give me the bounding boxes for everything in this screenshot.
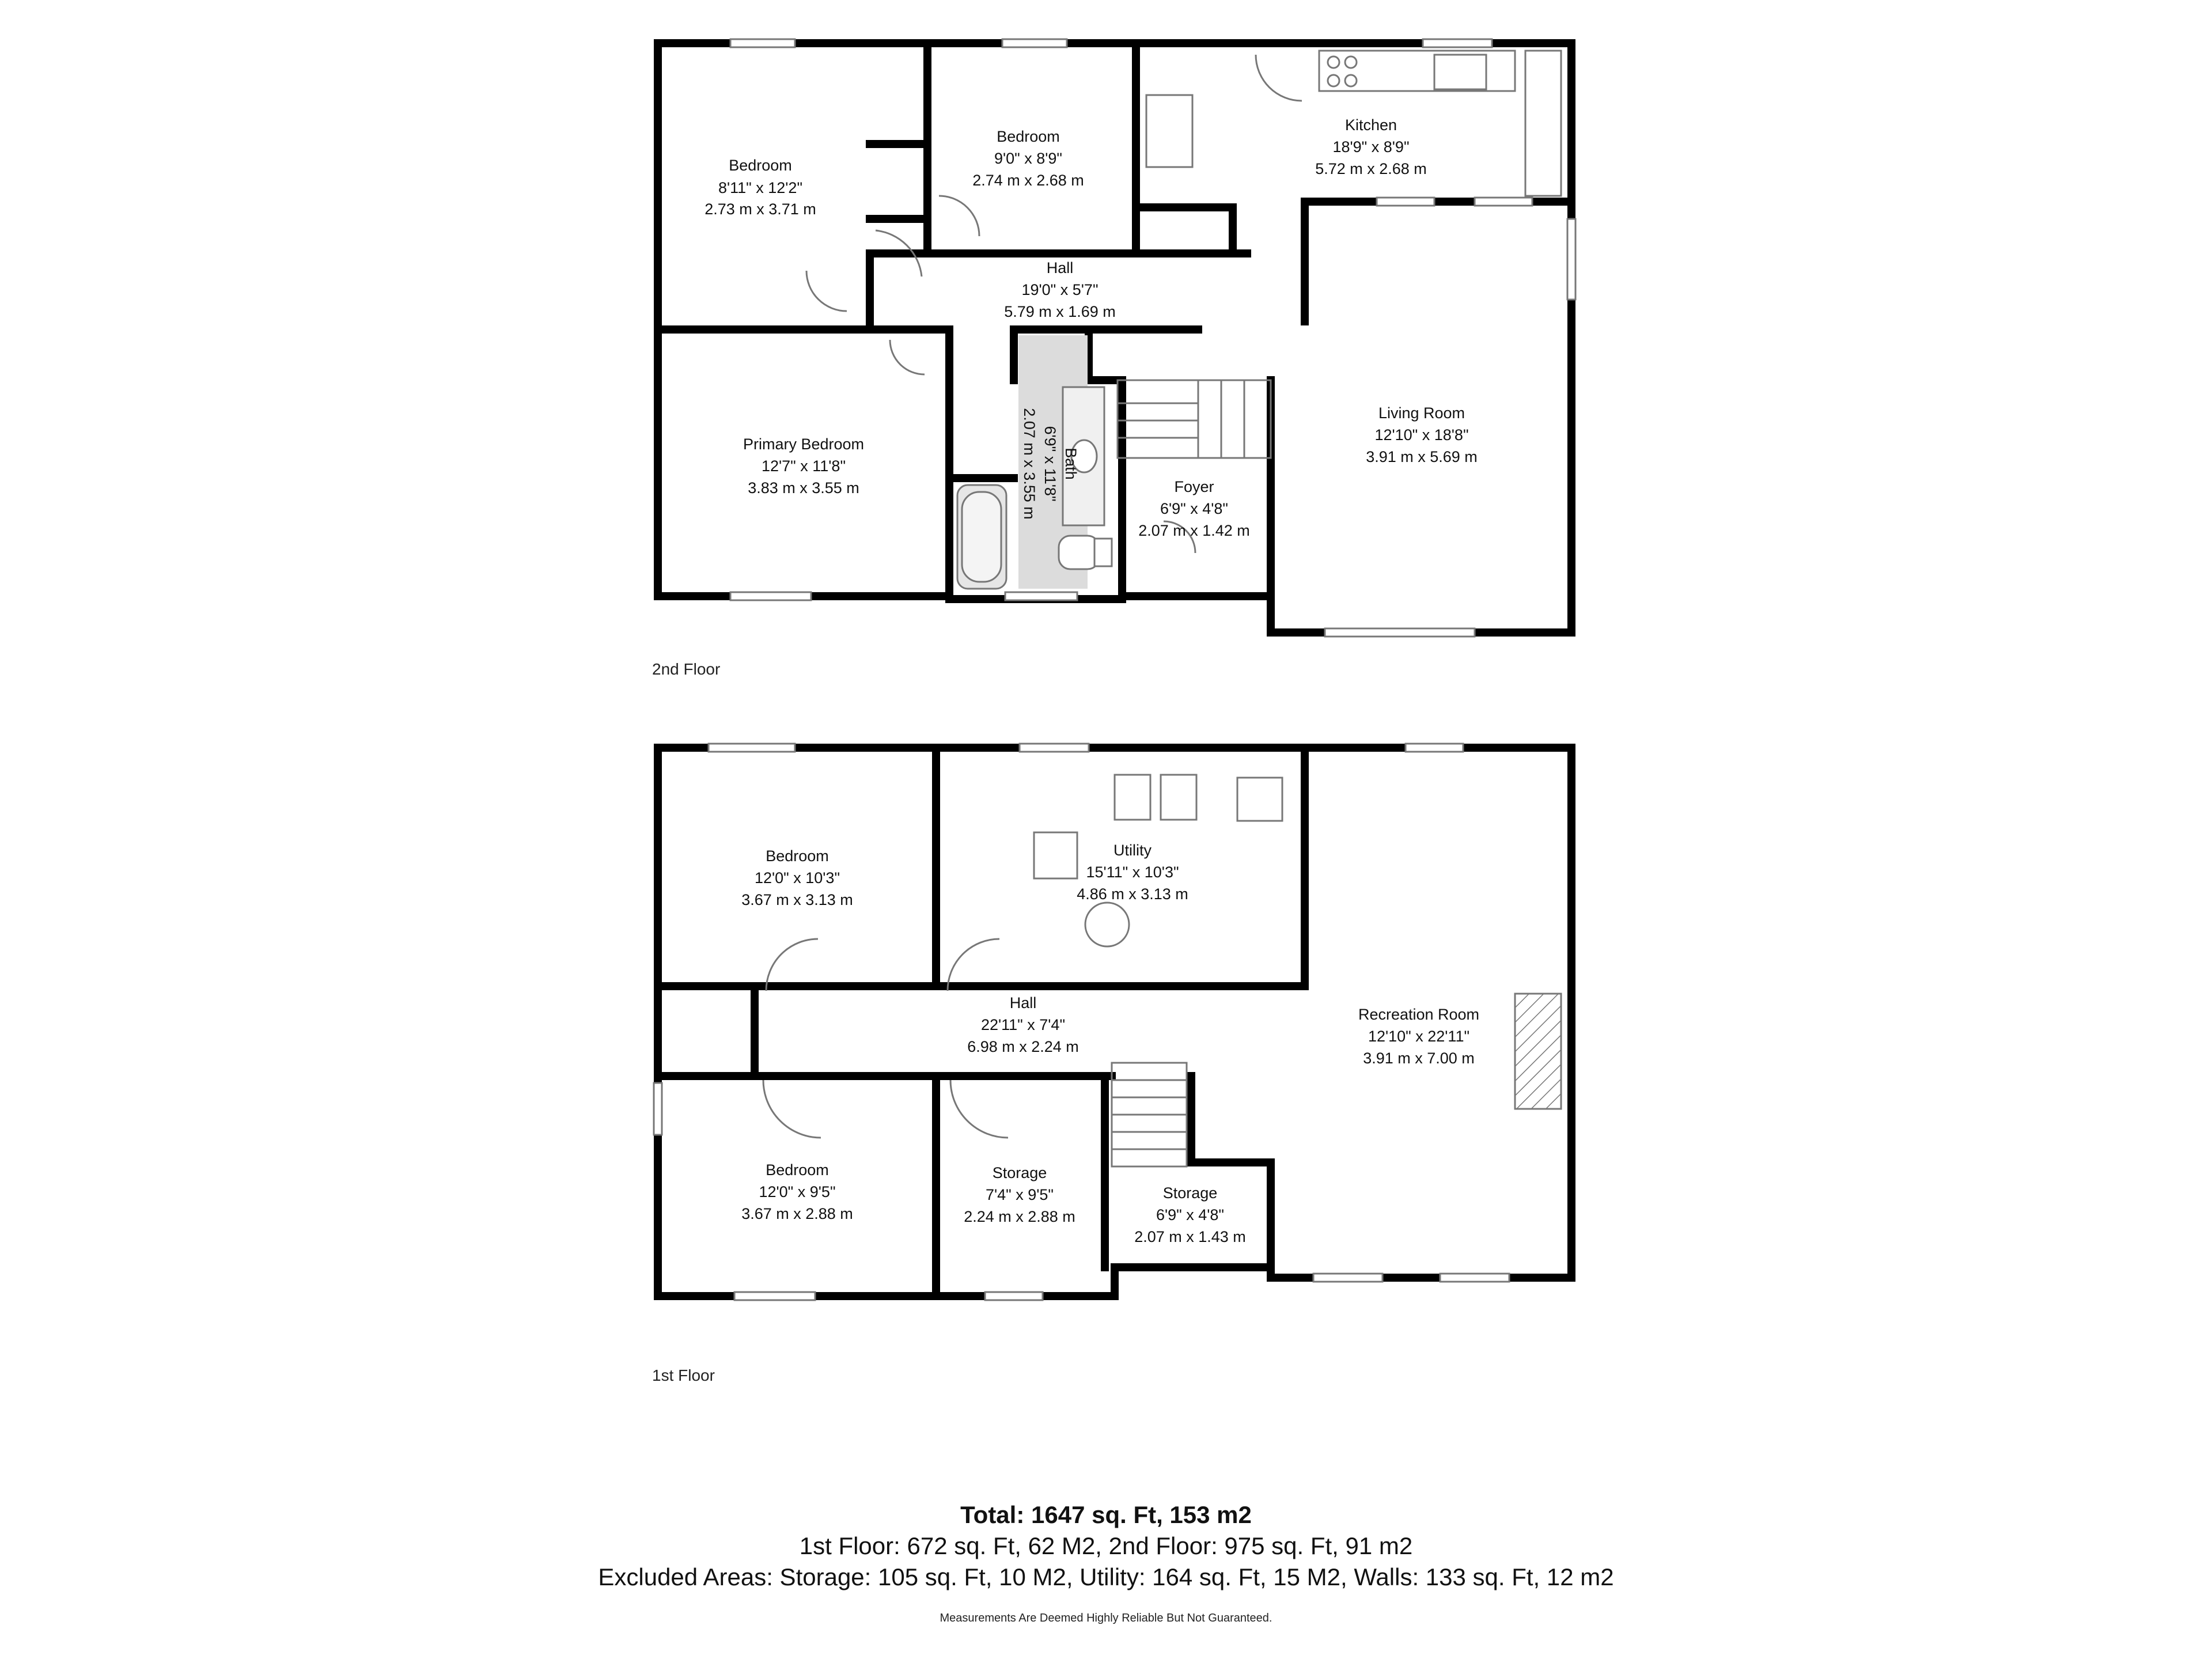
room-size-metric: 3.67 m x 3.13 m [741,891,853,908]
room-recreation-room [1358,1006,1479,1067]
door-swing [1256,55,1302,101]
room-name: Bath [1062,448,1080,480]
room-size-imperial: 8'11" x 12'2" [718,179,803,196]
room-size-metric: 4.86 m x 3.13 m [1077,885,1188,903]
room-size-imperial: 6'9" x 4'8" [1160,500,1229,517]
room-storage-a [964,1164,1075,1225]
room-size-imperial: 12'0" x 10'3" [754,869,840,887]
room-utility [1077,842,1188,903]
furnace-icon [1034,832,1077,878]
room-size-metric: 3.91 m x 5.69 m [1366,448,1478,465]
room-size-metric: 2.73 m x 3.71 m [704,200,816,218]
room-size-metric: 2.74 m x 2.68 m [972,172,1084,189]
second-floor-plan [658,39,1575,637]
room-size-imperial: 18'9" x 8'9" [1332,138,1410,156]
room-hall-2 [1004,259,1116,320]
room-kitchen [1315,116,1427,177]
door-swing [763,1080,821,1138]
room-name: Storage [1162,1184,1218,1202]
excluded-areas: Excluded Areas: Storage: 105 sq. Ft, 10 M2, Utility: 164 sq. Ft, 15 M2, Walls: 133 sq. Ft, 12 m2 [598,1563,1614,1590]
room-bedroom-2a [704,157,816,218]
room-name: Storage [992,1164,1047,1181]
floor-label-second: 2nd Floor [652,660,721,678]
kitchen-counter [1525,51,1561,196]
room-size-metric: 2.07 m x 3.55 m [1021,408,1038,520]
room-size-metric: 6.98 m x 2.24 m [967,1038,1079,1055]
room-primary-bedroom [743,435,864,497]
room-size-imperial: 12'10" x 22'11" [1368,1028,1470,1045]
fixtures [763,775,1561,1166]
door-swing [806,271,847,311]
room-bedroom-2b [972,128,1084,189]
room-name: Foyer [1174,478,1214,495]
room-size-imperial: 12'10" x 18'8" [1374,426,1469,444]
water-heater-icon [1085,903,1129,946]
room-size-metric: 2.24 m x 2.88 m [964,1208,1075,1225]
stairs [1112,1063,1187,1166]
kitchen-sink-icon [1434,55,1486,89]
room-name: Hall [1009,994,1037,1012]
room-name: Bedroom [766,1161,829,1179]
room-size-metric: 5.79 m x 1.69 m [1004,303,1116,320]
room-size-imperial: 6'9" x 11'8" [1041,426,1059,502]
room-name: Bedroom [766,847,829,865]
toilet-tank-icon [1094,539,1112,566]
room-living-room [1366,404,1478,465]
utility-sink-icon [1237,778,1282,821]
bathtub-basin-icon [962,492,1001,582]
floor-label-first: 1st Floor [652,1366,715,1384]
room-size-imperial: 12'7" x 11'8" [761,457,846,475]
room-size-imperial: 6'9" x 4'8" [1156,1206,1225,1224]
dryer-icon [1161,775,1196,820]
room-name: Living Room [1378,404,1465,422]
toilet-icon [1059,536,1099,569]
floor-areas: 1st Floor: 672 sq. Ft, 62 M2, 2nd Floor: 975 sq. Ft, 91 m2 [799,1532,1413,1559]
room-size-imperial: 7'4" x 9'5" [985,1186,1054,1203]
room-foyer [1138,478,1250,539]
room-name: Bedroom [729,157,792,174]
room-name: Hall [1046,259,1074,276]
room-name: Bedroom [997,128,1060,145]
room-hall-1 [967,994,1079,1055]
room-size-imperial: 12'0" x 9'5" [759,1183,836,1200]
room-size-imperial: 15'11" x 10'3" [1086,863,1179,881]
door-swing [950,1080,1008,1138]
fireplace-icon [1515,994,1561,1109]
room-storage-b [1134,1184,1246,1245]
room-size-metric: 3.67 m x 2.88 m [741,1205,853,1222]
door-swing [939,196,979,236]
disclaimer: Measurements Are Deemed Highly Reliable But Not Guaranteed. [940,1612,1272,1624]
room-size-imperial: 22'11" x 7'4" [980,1016,1066,1033]
room-size-metric: 2.07 m x 1.43 m [1134,1228,1246,1245]
room-name: Utility [1113,842,1152,859]
first-floor-plan [654,744,1571,1300]
room-bedroom-1a [741,847,853,908]
stairs [1118,380,1271,458]
room-size-imperial: 9'0" x 8'9" [994,150,1063,167]
room-name: Primary Bedroom [743,435,865,453]
room-bedroom-1b [741,1161,853,1222]
fridge-icon [1146,95,1192,167]
total-area: Total: 1647 sq. Ft, 153 m2 [960,1501,1252,1528]
room-size-imperial: 19'0" x 5'7" [1021,281,1099,298]
room-size-metric: 3.83 m x 3.55 m [748,479,859,497]
first-floor-room-labels [741,842,1479,1245]
room-size-metric: 2.07 m x 1.42 m [1138,522,1250,539]
room-size-metric: 3.91 m x 7.00 m [1363,1050,1475,1067]
room-name: Kitchen [1344,116,1397,134]
door-swing [890,340,925,374]
room-name: Recreation Room [1358,1006,1480,1023]
washer-icon [1115,775,1150,820]
walls [658,43,1571,632]
room-size-metric: 5.72 m x 2.68 m [1315,160,1427,177]
